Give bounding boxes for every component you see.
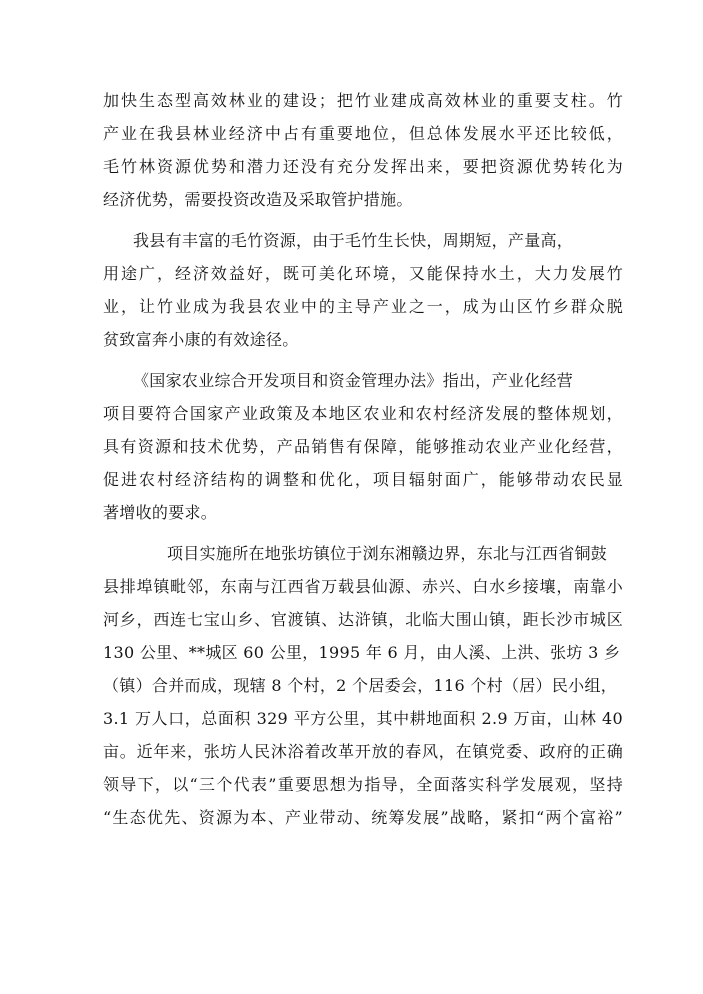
text-line: 县排埠镇毗邻，东南与江西省万载县仙源、赤兴、白水乡接壤，南靠小: [103, 577, 623, 596]
text-line: 130 公里、**城区 60 公里，1995 年 6 月，由人溪、上洪、张坊 3 乡: [103, 643, 621, 662]
paragraph-1: [103, 84, 623, 216]
text-line: 河乡，西连七宝山乡、官渡镇、达浒镇，北临大围山镇，距长沙市城区: [103, 610, 623, 629]
text-line: 业，让竹业成为我县农业中的主导产业之一，成为山区竹乡群众脱: [103, 297, 623, 316]
text-line: “生态优先、资源为本、产业带动、统筹发展”战略，紧扣“两个富裕”: [103, 808, 623, 827]
text-line: 贫致富奔小康的有效途径。: [103, 330, 299, 349]
text-line: 促进农村经济结构的调整和优化，项目辐射面广，能够带动农民显: [103, 470, 623, 489]
text-line: 用途广，经济效益好，既可美化环境，又能保持水土，大力发展竹: [103, 264, 623, 283]
paragraph-2: [103, 224, 623, 356]
document-body: [103, 84, 623, 834]
paragraph-gap: [103, 529, 623, 537]
text-line: 项目实施所在地张坊镇位于浏东湘赣边界，东北与江西省铜鼓: [167, 544, 608, 563]
text-line: 具有资源和技术优势，产品销售有保障，能够推动农业产业化经营，: [103, 437, 623, 456]
paragraph-gap: [103, 356, 623, 364]
paragraph-4: [103, 537, 623, 834]
text-line: 《国家农业综合开发项目和资金管理办法》指出，产业化经营: [133, 371, 574, 390]
text-line: 加快生态型高效林业的建设；把竹业建成高效林业的重要支柱。竹: [103, 91, 623, 110]
text-line: 毛竹林资源优势和潜力还没有充分发挥出来，要把资源优势转化为: [103, 157, 623, 176]
text-line: 著增收的要求。: [103, 503, 218, 522]
text-line: 经济优势，需要投资改造及采取管护措施。: [103, 190, 413, 209]
text-line: （镇）合并而成，现辖 8 个村，2 个居委会，116 个村（居）民小组，: [103, 676, 618, 695]
text-line: 我县有丰富的毛竹资源，由于毛竹生长快，周期短，产量高，: [133, 231, 574, 250]
text-line: 项目要符合国家产业政策及本地区农业和农村经济发展的整体规划，: [103, 404, 623, 423]
text-line: 亩。近年来，张坊人民沐浴着改革开放的春风，在镇党委、政府的正确: [103, 742, 623, 761]
paragraph-gap: [103, 216, 623, 224]
text-line: 领导下，以“三个代表”重要思想为指导，全面落实科学发展观，坚持: [103, 775, 623, 794]
text-line: 产业在我县林业经济中占有重要地位，但总体发展水平还比较低，: [103, 124, 623, 143]
text-line: 3.1 万人口，总面积 329 平方公里，其中耕地面积 2.9 万亩，山林 40: [103, 709, 623, 728]
paragraph-3: [103, 364, 623, 529]
